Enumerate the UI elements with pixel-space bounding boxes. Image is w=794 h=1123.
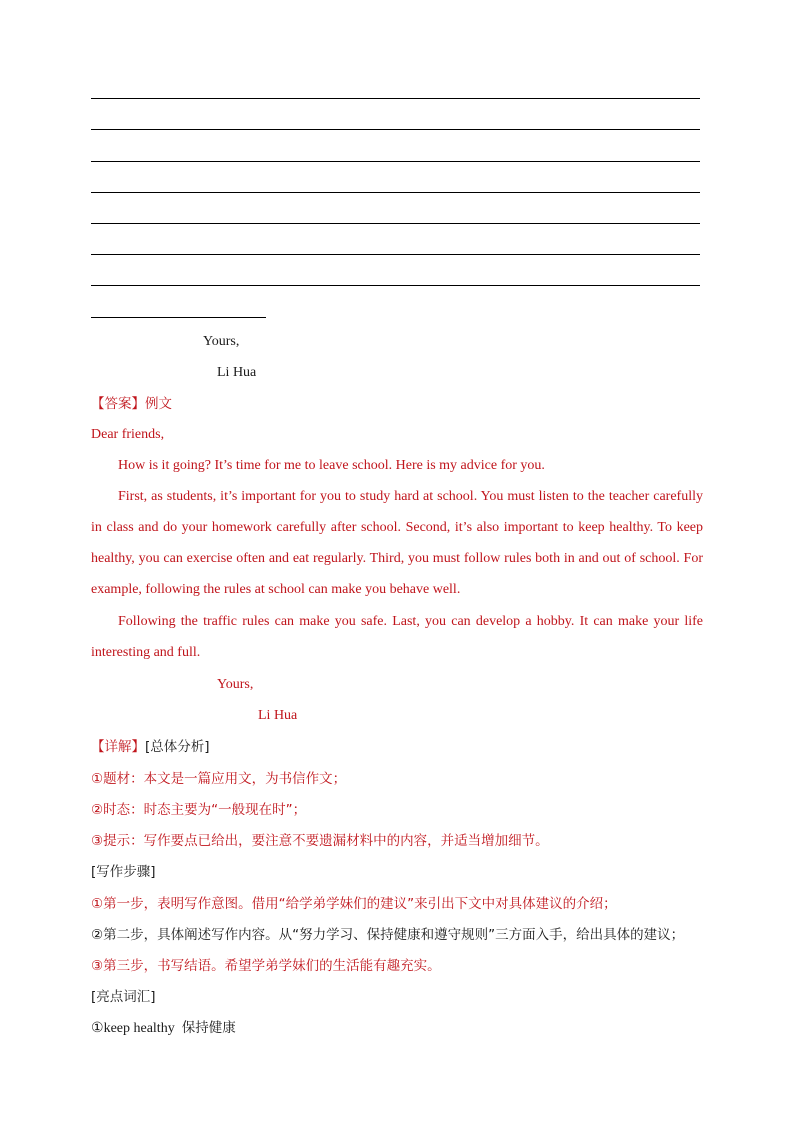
writing-line-5 [91, 223, 700, 224]
vocab-english: keep healthy [103, 1021, 175, 1036]
answer-label: 【答案】 [91, 396, 145, 412]
detail-item-topic: ①题材：本文是一篇应用文，为书信作文； [91, 771, 347, 787]
writing-line-7 [91, 285, 700, 286]
detail-heading [91, 738, 210, 757]
detail-section-vocab: [亮点词汇] [91, 989, 156, 1005]
writing-line-6 [91, 254, 700, 255]
closing-yours: Yours, [203, 334, 240, 349]
letter-salutation: Dear friends, [91, 427, 165, 442]
detail-section-overall: [总体分析] [145, 739, 210, 755]
vocab-chinese: 保持健康 [181, 1020, 236, 1036]
detail-section-steps: [写作步骤] [91, 864, 156, 880]
answer-heading [91, 395, 172, 414]
answer-title: 例文 [145, 396, 172, 412]
detail-item-tense: ②时态：时态主要为“一般现在时”； [91, 802, 307, 818]
writing-line-1 [91, 98, 700, 99]
vocab-item-1 [91, 1019, 236, 1038]
letter-paragraph-3: Following the traffic rules can make you safe. Last, you can develop a hobby. It can make your life interesting and full. [91, 614, 703, 660]
letter-paragraph-1: How is it going? It’s time for me to leave school. Here is my advice for you. [118, 458, 545, 473]
letter-paragraph-2: First, as students, it’s important for you to study hard at school. You must listen to the teacher carefully in class and do your homework carefully after school. Second, it’s also important to keep healthy. To keep healthy, you can exercise often and eat regularly. Third, you must follow rules both in and out of school. For example, following the rules at school can make you behave well. [91, 489, 703, 597]
detail-step-1: ①第一步，表明写作意图。借用“给学弟学妹们的建议”来引出下文中对具体建议的介绍； [91, 896, 617, 912]
writing-line-4 [91, 192, 700, 193]
writing-line-8 [91, 317, 266, 318]
letter-closing-name: Li Hua [258, 708, 298, 723]
vocab-number: ① [91, 1021, 104, 1036]
detail-item-tip: ③提示：写作要点已给出，要注意不要遗漏材料中的内容，并适当增加细节。 [91, 833, 549, 849]
writing-line-2 [91, 129, 700, 130]
detail-step-3: ③第三步，书写结语。希望学弟学妹们的生活能有趣充实。 [91, 958, 441, 974]
detail-label: 【详解】 [91, 739, 145, 755]
letter-closing-yours: Yours, [217, 677, 254, 692]
writing-line-3 [91, 161, 700, 162]
closing-name: Li Hua [217, 365, 257, 380]
detail-step-2: ②第二步，具体阐述写作内容。从“努力学习、保持健康和遵守规则”三方面入手，给出具体的建议； [91, 927, 685, 943]
